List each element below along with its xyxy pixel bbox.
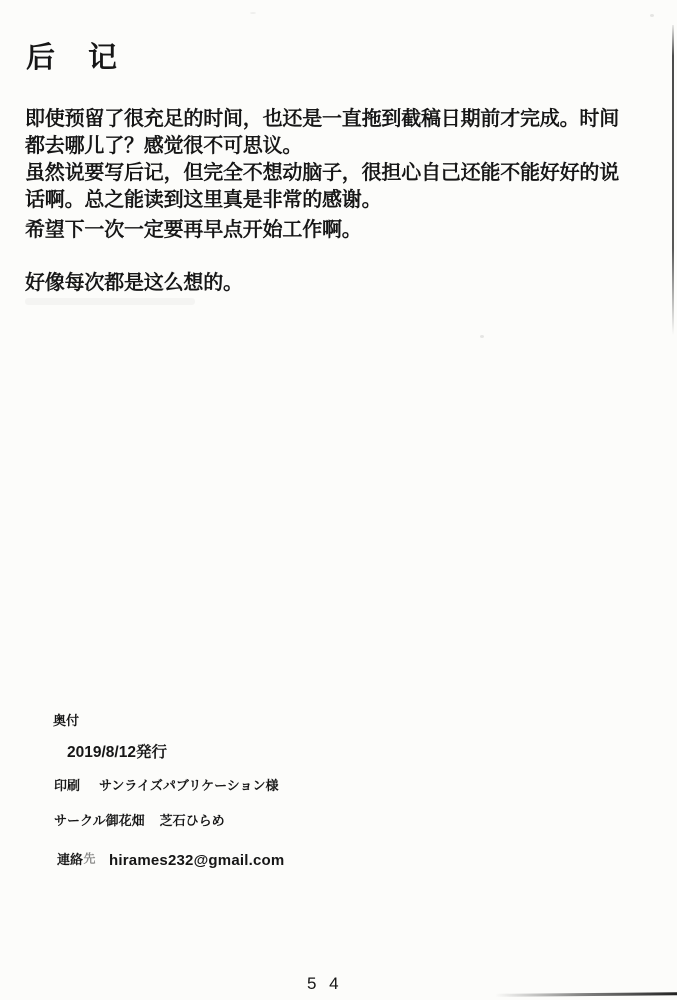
circle-line xyxy=(54,810,225,829)
page-number: 5 4 xyxy=(307,974,343,993)
publish-date: 2019/8/12発行 xyxy=(67,744,167,761)
contact-line xyxy=(57,849,284,869)
scan-speck xyxy=(480,335,484,338)
printer-line xyxy=(54,775,279,794)
printer-label: 印刷 xyxy=(54,778,81,793)
afterword-line: 即使预留了很充足的时间，也还是一直拖到截稿日期前才完成。时间 xyxy=(25,108,619,130)
afterword-body xyxy=(25,106,665,297)
scan-artifact-bottom-edge xyxy=(495,992,677,996)
circle-label: サークル御花畑 xyxy=(54,813,145,828)
contact-email: hirames232@gmail.com xyxy=(109,852,285,869)
scan-speck xyxy=(650,14,654,17)
colophon-heading: 奥付 xyxy=(53,713,80,728)
author-name: 芝石ひらめ xyxy=(159,813,225,828)
printer-name: サンライズパブリケーション様 xyxy=(99,778,279,793)
scan-artifact-right-edge xyxy=(672,25,674,335)
afterword-line: 都去哪儿了？感觉很不可思议。 xyxy=(25,135,303,157)
afterword-line: 虽然说要写后记，但完全不想动脑子，很担心自己还能不能好好的说 xyxy=(25,162,619,184)
contact-label-suffix: 先 xyxy=(83,851,96,866)
contact-label: 連絡 xyxy=(57,852,84,867)
scan-smudge xyxy=(25,298,195,305)
scan-speck xyxy=(250,12,256,14)
page-title: 后 记 xyxy=(26,42,120,74)
afterword-line: 话啊。总之能读到这里真是非常的感谢。 xyxy=(25,189,382,211)
afterword-line: 好像每次都是这么想的。 xyxy=(25,272,243,294)
afterword-line: 希望下一次一定要再早点开始工作啊。 xyxy=(25,219,362,241)
